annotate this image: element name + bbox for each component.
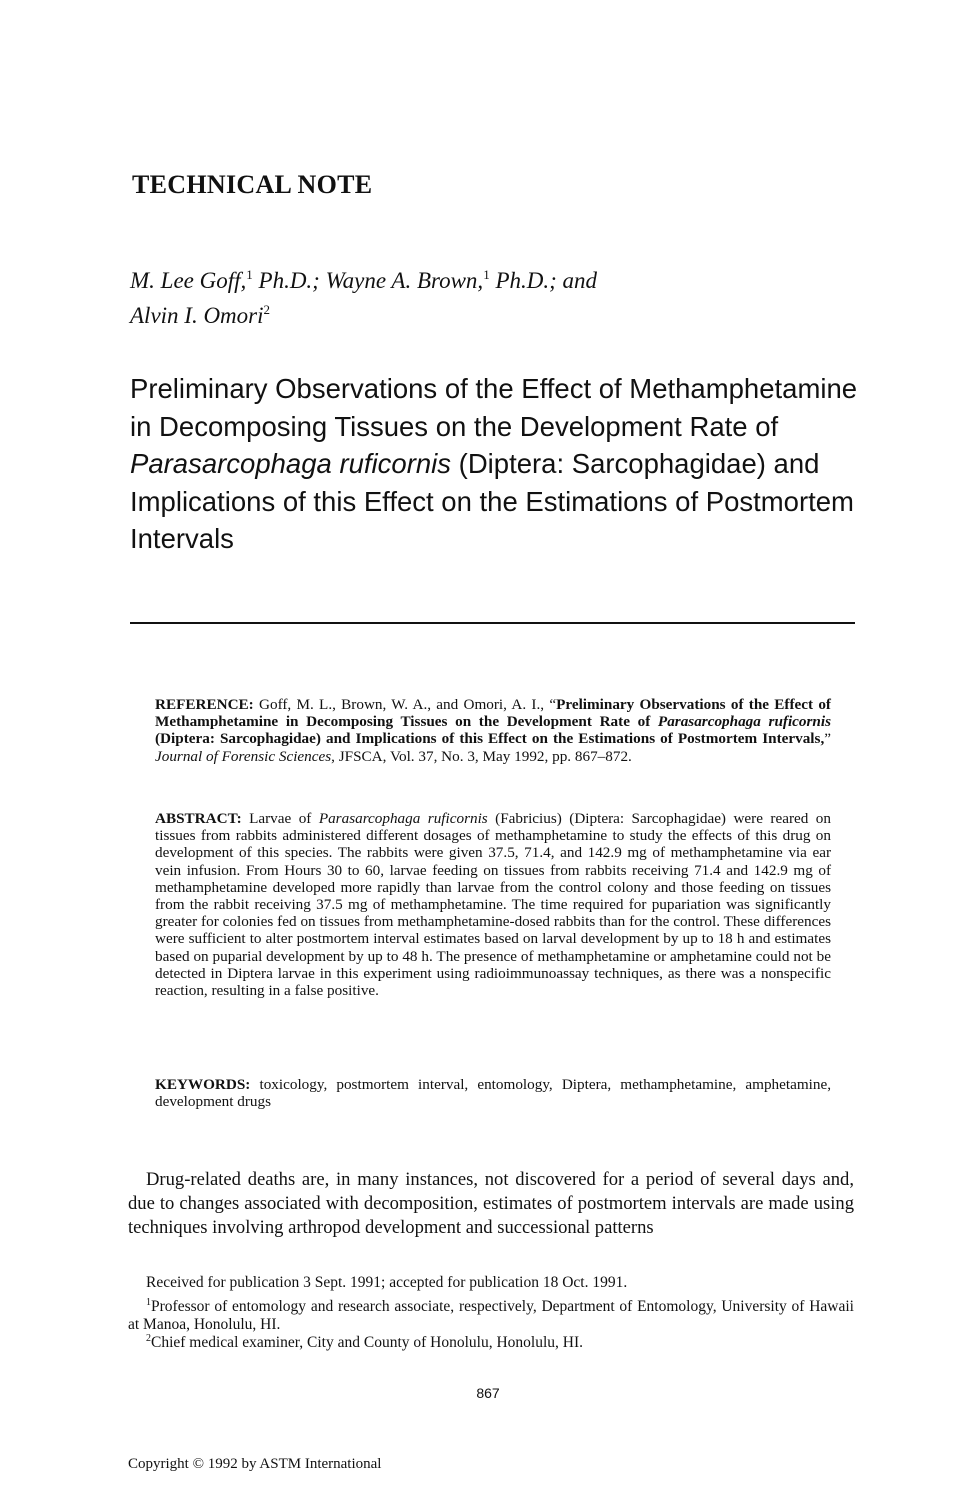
keywords-label: KEYWORDS: [155, 1076, 251, 1093]
page-number: 867 [476, 1385, 500, 1401]
affiliation-mark: 1 [483, 267, 490, 282]
journal-name: Journal of Forensic Sciences [155, 747, 332, 765]
affiliation-mark: 2 [263, 302, 271, 317]
reference-label: REFERENCE: [155, 696, 254, 713]
author-name: M. Lee Goff, [130, 268, 247, 293]
reference-authors: Goff, M. L., Brown, W. A., and Omori, A. I., “ [253, 696, 557, 713]
keywords-text: toxicology, postmortem interval, entomology, Diptera, methamphetamine, amphetamine, development drugs [155, 1076, 831, 1111]
footnote-received: Received for publication 3 Sept. 1991; accepted for publication 18 Oct. 1991. [146, 1274, 628, 1291]
title-text: (Diptera: Sarcophagidae) and Implications of this Effect on the Estimations of Postmortem Intervals [130, 448, 854, 554]
reference-block: REFERENCE: Goff, M. L., Brown, W. A., and Omori, A. I., “Preliminary Observations of the Effect of Methamphetamine in Decomposing Tissues on the Development Rate of Parasarcophaga ruficornis (Diptera: Sarcophagidae) and Implications of this Effect on the Estimations of Postmortem Intervals,” Journal of Forensic Sciences, JFSCA, Vol. 37, No. 3, May 1992, pp. 867–872. [155, 696, 831, 765]
footnote-mark: 1 [146, 1297, 151, 1308]
footnote-affiliation-2: $^2$Chief medical examiner, City and County of Honolulu, Honolulu, HI. [146, 1333, 584, 1351]
author-name: Wayne A. Brown, [325, 268, 484, 293]
keywords-block [155, 1076, 831, 1110]
citation-details: , JFSCA, Vol. 37, No. 3, May 1992, pp. 867–872. [331, 747, 632, 765]
copyright-notice: Copyright © 1992 by ASTM International [128, 1456, 382, 1472]
title-species: Parasarcophaga ruficornis [130, 448, 452, 479]
author-degree: Ph.D.; and [489, 268, 598, 293]
abstract-text: (Fabricius) (Diptera: Sarcophagidae) were reared on tissues from rabbits administered different dosages of methamphetamine to study the effects of this drug on development of this species. The rabbits were given 37.5, 71.4, and 142.9 mg of methamphetamine via ear vein infusion. From Hours 30 to 60, larvae feeding on tissues from rabbits receiving 71.4 and 142.9 mg of methamphetamine developed more rapidly than larvae from the control colony and those feeding on tissues from the rabbit receiving 37.5 mg of methamphetamine. The time required for pupariation was significantly greater for colonies fed on tissues from methamphetamine-dosed rabbits than for the control. These differences were sufficient to alter postmortem interval estimates based on larval development by up to 18 h and estimates based on puparial development by up to 48 h. The presence of methamphetamine or amphetamine could not be detected in Diptera larvae in this experiment using radioimmunoassay techniques, as there was a nonspecific reaction, resulting in a false positive. [155, 810, 831, 1000]
footnote-affiliation-1: $^1$Professor of entomology and research associate, respectively, Department of Entomology, University of Hawaii at Manoa, Honolulu, HI. [128, 1297, 854, 1333]
reference-title: Preliminary Observations of the Effect of Methamphetamine in Decomposing Tissues on the Development Rate of [155, 696, 831, 731]
abstract-species: Parasarcophaga ruficornis [318, 810, 488, 827]
abstract-block: ABSTRACT: Larvae of Parasarcophaga ruficornis (Fabricius) (Diptera: Sarcophagidae) were reared on tissues from rabbits administered different dosages of methamphetamine to study the effects of this drug on development of this species. The rabbits were given 37.5, 71.4, and 142.9 mg of methamphetamine via ear vein infusion. From Hours 30 to 60, larvae feeding on tissues from rabbits receiving 71.4 and 142.9 mg of methamphetamine developed more rapidly than larvae from the control colony and those feeding on tissues from the rabbit receiving 37.5 mg of methamphetamine. The time required for pupariation was significantly greater for colonies fed on tissues from methamphetamine-dosed rabbits than for the control. These differences were sufficient to alter postmortem interval estimates based on larval development by up to 18 h and estimates based on puparial development by up to 48 h. The presence of methamphetamine or amphetamine could not be detected in Diptera larvae in this experiment using radioimmunoassay techniques, as there was a nonspecific reaction, resulting in a false positive. [155, 810, 831, 1000]
section-label: TECHNICAL NOTE [132, 170, 373, 199]
reference-title: (Diptera: Sarcophagidae) and Implications of this Effect on the Estimations of Postmortem Intervals, [155, 730, 825, 748]
reference-species: Parasarcophaga ruficornis [657, 713, 831, 731]
article-title [130, 370, 870, 558]
author-list [130, 260, 850, 330]
title-text: Preliminary Observations of the Effect of Methamphetamine in Decomposing Tissues on the Development Rate of [130, 373, 858, 442]
affiliation-mark: 1 [246, 267, 253, 282]
abstract-label: ABSTRACT: [155, 810, 242, 827]
author-name: Alvin I. Omori [130, 303, 264, 328]
title-divider [130, 622, 855, 624]
author-degree: Ph.D.; [252, 268, 326, 293]
footnote-mark: 2 [146, 1333, 151, 1344]
body-paragraph: Drug-related deaths are, in many instances, not discovered for a period of several days and, due to changes associated with decomposition, estimates of postmortem intervals are made using techniques involving arthropod development and successional patterns [128, 1169, 854, 1238]
